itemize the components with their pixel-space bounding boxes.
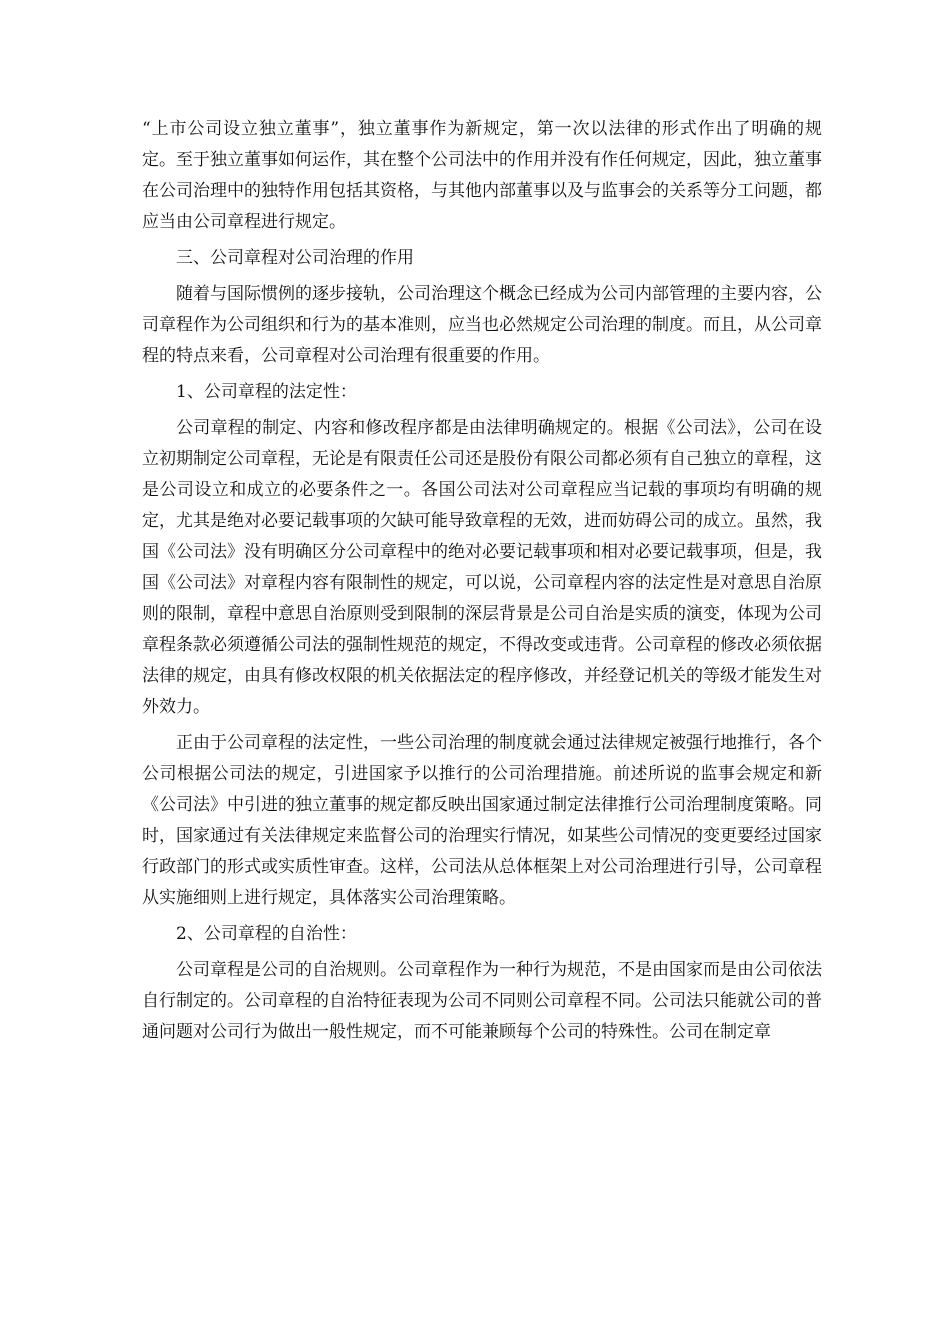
- paragraph-autonomy-detail: 公司章程是公司的自治规则。公司章程作为一种行为规范，不是由国家而是由公司依法自行制定的。公司章程的自治特征表现为公司不同则公司章程不同。公司法只能就公司的普通问题对公司行为做出一般性规定，而不可能兼顾每个公司的特殊性。公司在制定章: [142, 960, 822, 1042]
- subheading-autonomy: 2、公司章程的自治性：: [176, 924, 357, 944]
- paragraph-legality-detail: 公司章程的制定、内容和修改程序都是由法律明确规定的。根据《公司法》，公司在设立初期制定公司章程，无论是有限责任公司还是股份有限公司都必须有自己独立的章程，这是公司设立和成立的必要条件之一。各国公司法对公司章程应当记载的事项均有明确的规定，尤其是绝对必要记载事项的欠缺可能导致章程的无效，进而妨碍公司的成立。虽然，我国《公司法》没有明确区分公司章程中的绝对必要记载事项和相对必要记载事项，但是，我国《公司法》对章程内容有限制性的规定，可以说，公司章程内容的法定性是对意思自治原则的限制，章程中意思自治原则受到限制的深层背景是公司自治是实质的演变，体现为公司章程条款必须遵循公司法的强制性规范的规定，不得改变或违背。公司章程的修改必须依据法律的规定，由具有修改权限的机关依据法定的程序修改，并经登记机关的等级才能发生对外效力。: [142, 418, 822, 717]
- document-page: [142, 114, 822, 1048]
- section-heading-role: 三、公司章程对公司治理的作用: [176, 248, 414, 268]
- paragraph-international-practice: 随着与国际惯例的逐步接轨，公司治理这个概念已经成为公司内部管理的主要内容，公司章程作为公司组织和行为的基本准则，应当也必然规定公司治理的制度。而且，从公司章程的特点来看，公司章程对公司治理有很重要的作用。: [142, 284, 822, 366]
- paragraph-legality-effect: 正由于公司章程的法定性，一些公司治理的制度就会通过法律规定被强行地推行，各个公司根据公司法的规定，引进国家予以推行的公司治理措施。前述所说的监事会规定和新《公司法》中引进的独立董事的规定都反映出国家通过制定法律推行公司治理制度策略。同时，国家通过有关法律规定来监督公司的治理实行情况，如某些公司情况的变更要经过国家行政部门的形式或实质性审查。这样，公司法从总体框架上对公司治理进行引导，公司章程从实施细则上进行规定，具体落实公司治理策略。: [142, 733, 822, 908]
- subheading-legality: 1、公司章程的法定性：: [176, 382, 357, 402]
- paragraph-independent-directors: “上市公司设立独立董事”，独立董事作为新规定，第一次以法律的形式作出了明确的规定。至于独立董事如何运作，其在整个公司法中的作用并没有作任何规定，因此，独立董事在公司治理中的独特作用包括其资格，与其他内部董事以及与监事会的关系等分工问题，都应当由公司章程进行规定。: [142, 119, 822, 232]
